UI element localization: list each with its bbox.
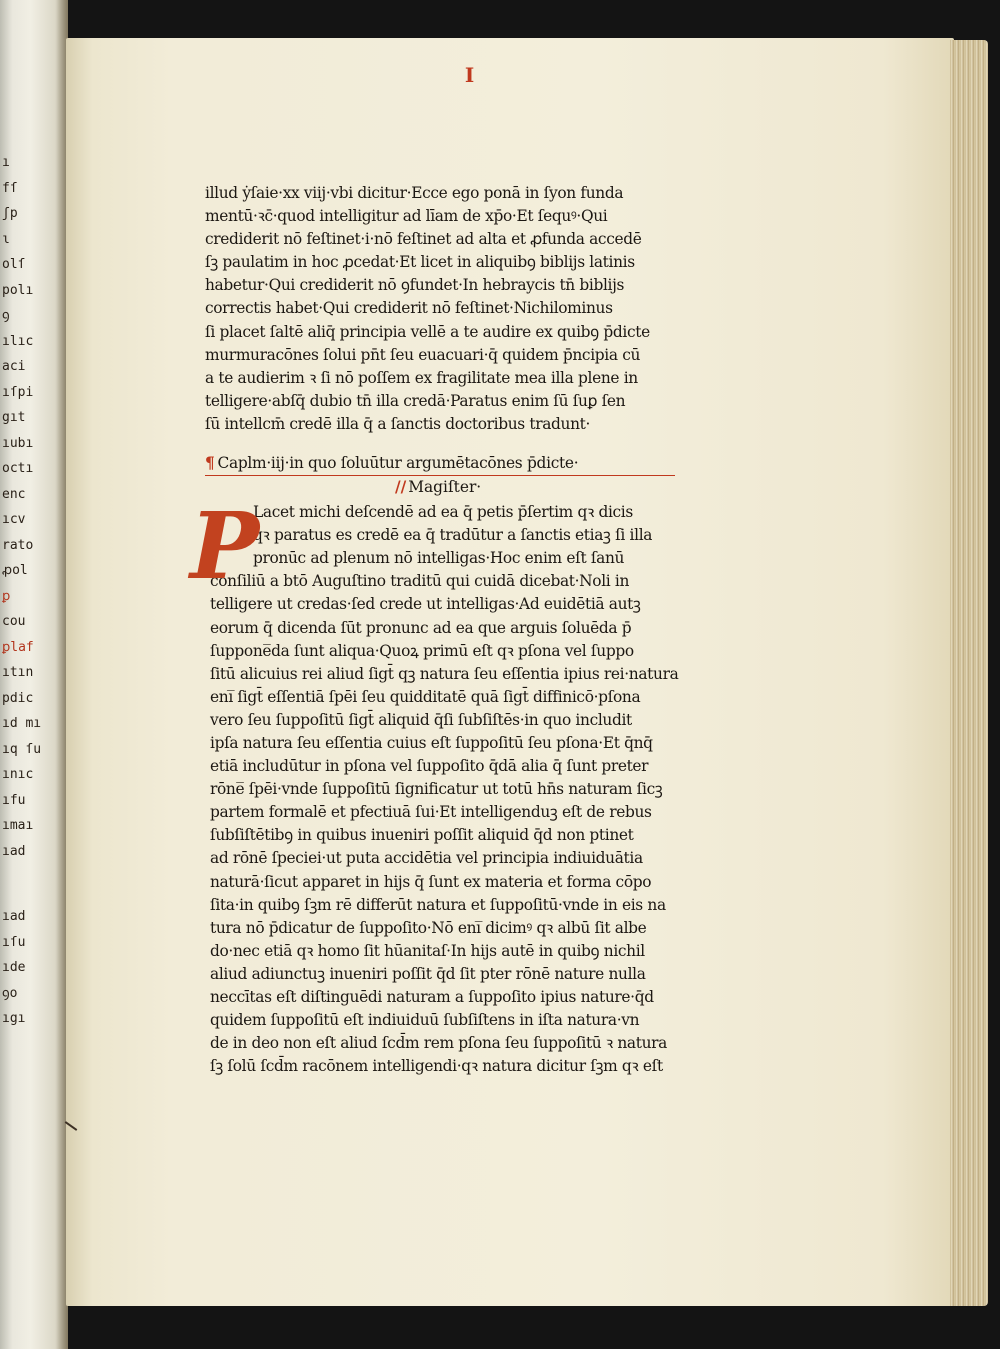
text-line: ſꝫ paulatim in hoc ꝓcedat·Et licet in aliquibꝯ biblijs latinis (205, 253, 635, 272)
text-line: pronūc ad plenum nō intelligas·Hoc enim eſt ſanū (253, 549, 625, 568)
left-page-line: fſ (2, 180, 18, 196)
left-page-line: ꝯ (2, 308, 10, 323)
text-line: ſuppone̅da ſunt aliqua·Quoꝝ primū eſt qꝛ pſona vel ſuppo (210, 641, 634, 660)
text-line: quidem ſuppoſitū eſt indiuiduū ſubſiſtens in iſta natura·vn (210, 1011, 640, 1030)
subheading-text: Magiſter· (408, 478, 482, 497)
text-line: neccītas eſt diſtinguēdi naturam a ſuppoſito ipius nature·q̄d (210, 988, 654, 1006)
left-page-text-column (2, 150, 54, 1032)
text-line: crediderit nō feſtinet·i·nō feſtinet ad alta et ꝓfunda accedē (205, 230, 642, 249)
left-page-line: ıtın (2, 665, 34, 680)
text-line: etiā includūtur in pſona vel ſuppoſito q̄dā alia q̄ ſunt preter (210, 757, 649, 776)
text-line: a te audierim ꝛ ſi nō poſſem ex fragilitate mea illa plene in (205, 368, 638, 387)
left-page-line: ʃp (2, 206, 18, 221)
left-page-line: ıad (2, 843, 26, 859)
left-page-line: ılıc (2, 333, 34, 349)
left-page-line: ıq ſu (2, 741, 42, 757)
paragraph-2-lines (205, 570, 735, 1078)
left-page-line: ꝑlaf (2, 639, 34, 655)
text-line: ad rōnē ſpeciei·ut puta accidētia vel principia indiuiduātia (210, 849, 643, 868)
text-line: de in deo non eſt aliud ſcd̄m rem pſona ſeu ſuppoſitū ꝛ natura (210, 1034, 667, 1053)
text-line: ſū intellcm̄ credē illa q̄ a ſanctis doctoribus tradunt· (205, 414, 591, 433)
text-line: murmuracōnes ſolui pn̄t ſeu euacuari·q̄ quidem p̄ncipia cū (205, 345, 641, 364)
left-page-line: cou (2, 614, 26, 629)
left-page-line: gıt (2, 410, 26, 425)
text-line: qꝛ paratus es credē ea q̄ tradūtur a ſanctis etiaꝫ ſi illa (253, 526, 653, 545)
drop-cap: P (190, 492, 260, 601)
left-page-line: ꝯo (2, 985, 18, 1001)
text-line: correctis habet·Qui crediderit nō feſtinet·Nichilominus (205, 299, 613, 318)
left-page-line: ıad (2, 909, 26, 924)
left-page-line: ɩ (2, 231, 10, 247)
left-page (0, 0, 68, 1349)
text-line: telligere ut credas·ſed crede ut intelligas·Ad euidētiā autꝫ (210, 595, 641, 614)
left-page-line: ıfu (2, 792, 26, 808)
left-page-line: pdic (2, 690, 34, 706)
left-page-line: ıd mı (2, 716, 42, 731)
left-page-line: ınıc (2, 767, 34, 782)
left-page-line: octı (2, 461, 34, 476)
text-line: eni̅ ſigt̄ eſſentiā ſpēi ſeu quidditatē quā ſigt̄ diffinicō·pſona (210, 687, 641, 706)
text-line: ſita·in quibꝯ ſꝫm rē differūt natura et ſuppoſitū·vnde in eis na (210, 895, 666, 914)
text-line: ſitū alicuius rei aliud ſigt̄ qꝫ natura ſeu eſſentia ipius rei·natura (210, 664, 679, 683)
left-page-line: enc (2, 486, 26, 502)
text-line: telligere·abſq̄ dubio tn̄ illa credā·Paratus enim ſū ſuꝑ ſen (205, 391, 626, 410)
text-block (190, 182, 735, 1078)
text-line: partem formalē et pfectiuā ſui·Et intelligenduꝫ eſt de rebus (210, 803, 652, 822)
left-page-line: ıcv (2, 512, 26, 527)
text-line: habetur·Qui crediderit nō ꝯfundet·In hebraycis tn̄ biblijs (205, 276, 625, 295)
paragraph-1 (205, 182, 735, 436)
paragraph-2 (190, 492, 735, 1078)
chapter-heading (205, 452, 675, 476)
text-line: tura nō p̄dicatur de ſuppoſito·Nō eni̅ dicimꝰ qꝛ albū ſit albe (210, 918, 647, 937)
left-page-line: ꝑ (2, 588, 11, 604)
left-page-line (2, 864, 54, 904)
text-line: mentū·ꝛc̄·quod intelligitur ad līam de xp̄o·Et ſequꝰ·Qui (205, 207, 608, 226)
signature-mark: I (464, 63, 476, 87)
pilcrow-mark: ¶ (205, 454, 215, 473)
left-page-line: aci (2, 359, 26, 374)
page-edges (950, 40, 988, 1306)
left-page-line: rato (2, 537, 34, 553)
left-page-line: ꝓol (2, 563, 28, 578)
text-line: conſiliū a btō Auguſtino traditū qui cuidā dicebat·Noli in (210, 572, 630, 591)
left-page-line: ıubı (2, 435, 34, 451)
text-line: naturā·ſicut apparet in hijs q̄ ſunt ex materia et forma cōpo (210, 872, 652, 891)
left-page-line: ıſpi (2, 384, 34, 400)
text-line: eorum q̄ dicenda ſūt pronunc ad ea que arguis ſoluēda p̄ (210, 618, 632, 637)
paragraph-mark: // (395, 478, 407, 497)
text-line: ſi placet ſaltē aliq̄ principia vellē a te audire ex quibꝯ p̄dicte (205, 322, 650, 341)
left-page-line: ıgı (2, 1011, 26, 1026)
left-page-line: ımaı (2, 818, 34, 833)
text-line: vero ſeu ſuppoſitū ſigt̄ aliquid q̄ſi ſubſiſtēs·in quo includit (210, 710, 632, 729)
text-line: rōne̅ ſpēi·vnde ſuppoſitū ſignificatur ut totū hn̄s naturam ſicꝫ (210, 780, 663, 799)
text-line: ipſa natura ſeu eſſentia cuius eſt ſuppoſitū ſeu pſona·Et q̄nq̄ (210, 733, 653, 752)
left-page-line: ıde (2, 960, 26, 975)
chapter-heading-text: Caplm·iij·in quo ſoluūtur argumētacōnes p̄dicte· (217, 454, 579, 473)
text-line: ſꝫ ſolū ſcd̄m racōnem intelligendi·qꝛ natura dicitur ſꝫm qꝛ eſt (210, 1057, 663, 1076)
left-page-line: olſ (2, 257, 26, 272)
paragraph-2-dropcap-lines (205, 501, 735, 570)
subheading (395, 476, 735, 499)
left-page-line: polı (2, 282, 34, 298)
text-line: aliud adiunctuꝫ inueniri poſſit q̄d ſit pter rōnē nature nulla (210, 964, 646, 983)
text-line: illud ẏſaie·xx viij·vbi dicitur·Ecce ego ponā in ſyon funda (205, 184, 624, 202)
text-line: do·nec etiā qꝛ homo ſit hūanitaſ·In hijs autē in quibꝯ nichil (210, 941, 645, 960)
text-line: ſubſiſtētibꝯ in quibus inueniri poſſit aliquid q̄d non ptinet (210, 826, 634, 845)
text-line: Lacet michi deſcendē ad ea q̄ petis p̄ſertim qꝛ dicis (253, 503, 633, 522)
left-page-line: ıſu (2, 934, 26, 950)
left-page-line: ı (2, 155, 10, 170)
